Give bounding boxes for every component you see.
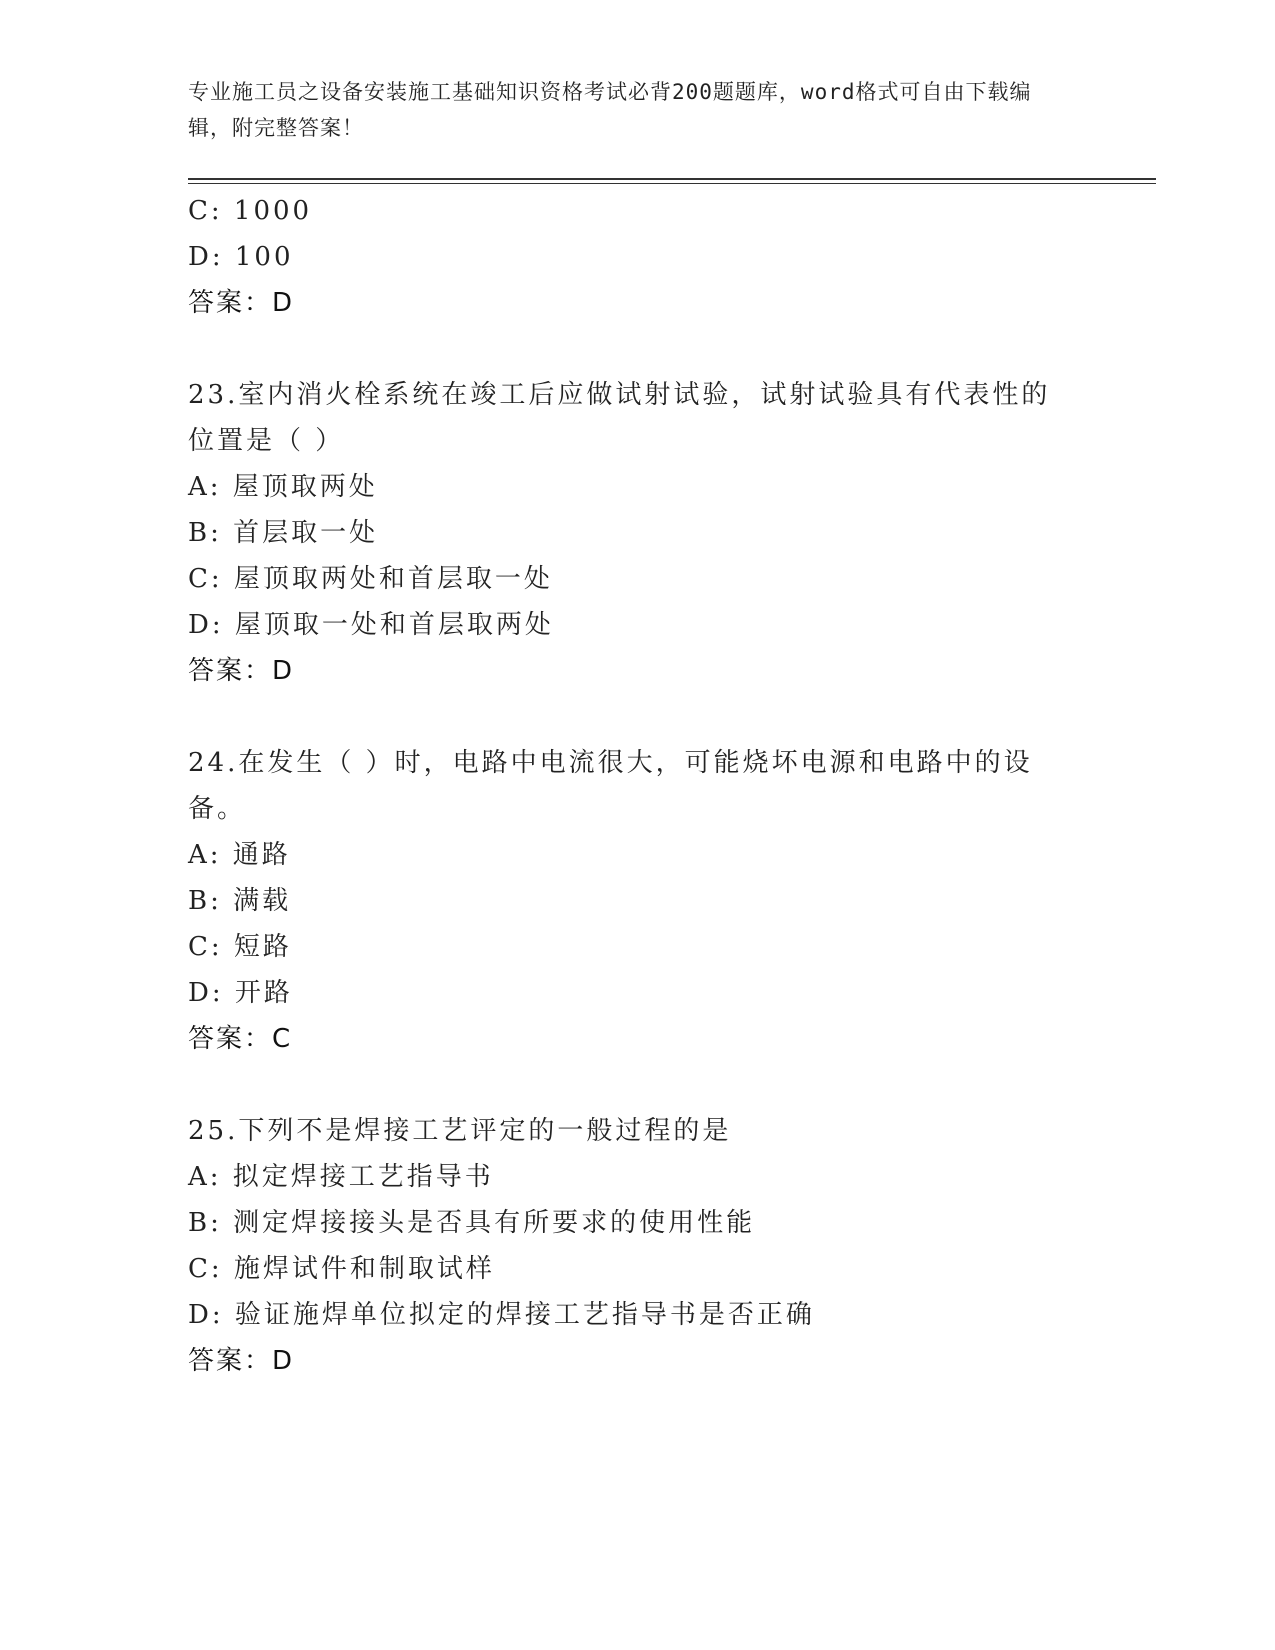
option-c: C: 1000 [188,196,313,226]
question-text: 23.室内消火栓系统在竣工后应做试射试验，试射试验具有代表性的位置是（ ） [188,380,1051,456]
spacer [188,326,1088,372]
answer-label: 答案：D [188,1346,295,1376]
option-b: B: 满载 [188,886,292,916]
question-text: 24.在发生（ ）时，电路中电流很大，可能烧坏电源和电路中的设备。 [188,748,1033,824]
option-c: C: 施焊试件和制取试样 [188,1254,495,1284]
answer-label: 答案：C [188,1024,293,1054]
document-header: 专业施工员之设备安装施工基础知识资格考试必背200题题库，word格式可自由下载编辑，附完整答案！ [188,80,1032,140]
option-c: C: 屋顶取两处和首层取一处 [188,564,553,594]
option-c: C: 短路 [188,932,292,962]
option-d: D: 开路 [188,978,293,1008]
spacer [188,1062,1088,1108]
question-block-22 [188,188,1088,326]
question-block-25 [188,1108,1088,1384]
header-rule-thin [188,183,1156,184]
answer-label: 答案：D [188,656,295,686]
option-d: D: 验证施焊单位拟定的焊接工艺指导书是否正确 [188,1300,815,1330]
option-b: B: 首层取一处 [188,518,379,548]
question-block-23 [188,372,1088,694]
question-text: 25.下列不是焊接工艺评定的一般过程的是 [188,1116,732,1146]
option-a: A: 拟定焊接工艺指导书 [188,1162,494,1192]
question-block-24 [188,740,1088,1062]
option-d: D: 屋顶取一处和首层取两处 [188,610,554,640]
option-d: D: 100 [188,242,294,272]
option-a: A: 屋顶取两处 [188,472,378,502]
option-a: A: 通路 [188,840,291,870]
document-body [188,188,1088,1384]
spacer [188,694,1088,740]
header-rule-thick [188,178,1156,180]
option-b: B: 测定焊接接头是否具有所要求的使用性能 [188,1208,756,1238]
answer-label: 答案：D [188,288,295,318]
